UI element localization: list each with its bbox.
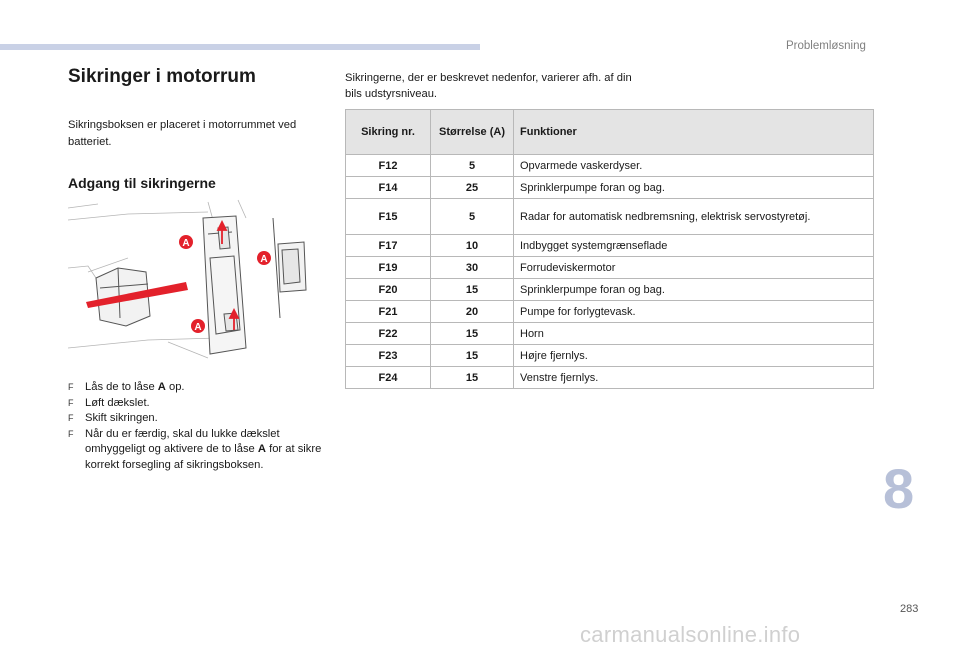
table-row: F23 15 Højre fjernlys. bbox=[346, 345, 874, 367]
lock-marker-a bbox=[191, 319, 205, 333]
chapter-number: 8 bbox=[883, 457, 915, 520]
table-row: F22 15 Horn bbox=[346, 323, 874, 345]
lock-marker-a bbox=[257, 251, 271, 265]
fuse-box-drawing bbox=[68, 198, 332, 364]
header-accent-bar bbox=[0, 44, 480, 50]
table-row: F15 5 Radar for automatisk nedbremsning, elektrisk servostyretøj. bbox=[346, 199, 874, 235]
table-row: F12 5 Opvarmede vaskerdyser. bbox=[346, 155, 874, 177]
header-fuse-number: Sikring nr. bbox=[346, 110, 431, 155]
bullet-icon: F bbox=[68, 382, 74, 392]
page-number: 283 bbox=[900, 603, 919, 615]
steps-list bbox=[68, 380, 330, 473]
bullet-icon: F bbox=[68, 413, 74, 423]
section-header: Problemløsning bbox=[786, 40, 866, 52]
page-title: Sikringer i motorrum bbox=[68, 66, 256, 87]
table-row: F24 15 Venstre fjernlys. bbox=[346, 367, 874, 389]
table-header-row bbox=[346, 110, 874, 155]
table-intro-text: Sikringerne, der er beskrevet nedenfor, varierer afh. af din bils udstyrsniveau. bbox=[345, 72, 632, 100]
step-item: F Lås de to låse A op. bbox=[68, 380, 330, 396]
svg-text:A: A bbox=[194, 322, 202, 333]
header-functions: Funktioner bbox=[514, 110, 874, 155]
table-row: F21 20 Pumpe for forlygtevask. bbox=[346, 301, 874, 323]
table-row: F17 10 Indbygget systemgrænseflade bbox=[346, 235, 874, 257]
table-row: F19 30 Forrudeviskermotor bbox=[346, 257, 874, 279]
lock-marker-a bbox=[179, 235, 193, 249]
header-size: Størrelse (A) bbox=[431, 110, 514, 155]
svg-text:A: A bbox=[182, 238, 190, 249]
step-item: F Skift sikringen. bbox=[68, 411, 330, 427]
watermark-text: carmanualsonline.info bbox=[580, 622, 801, 647]
table-row: F20 15 Sprinklerpumpe foran og bag. bbox=[346, 279, 874, 301]
intro-text: Sikringsboksen er placeret i motorrummet ved batteriet. bbox=[68, 119, 297, 148]
fuse-table bbox=[345, 109, 874, 389]
step-item: F Når du er færdig, skal du lukke dækslet omhyggeligt og aktivere de to låse A for at sikre korrekt forsegling af sikringsboksen. bbox=[68, 427, 322, 471]
fuse-box-illustration bbox=[68, 198, 332, 364]
bullet-icon: F bbox=[68, 397, 74, 408]
svg-text:A: A bbox=[260, 254, 268, 265]
bullet-icon: F bbox=[68, 428, 74, 439]
section-subtitle: Adgang til sikringerne bbox=[68, 175, 216, 191]
table-row: F14 25 Sprinklerpumpe foran og bag. bbox=[346, 177, 874, 199]
step-item: F Løft dækslet. bbox=[68, 396, 330, 412]
